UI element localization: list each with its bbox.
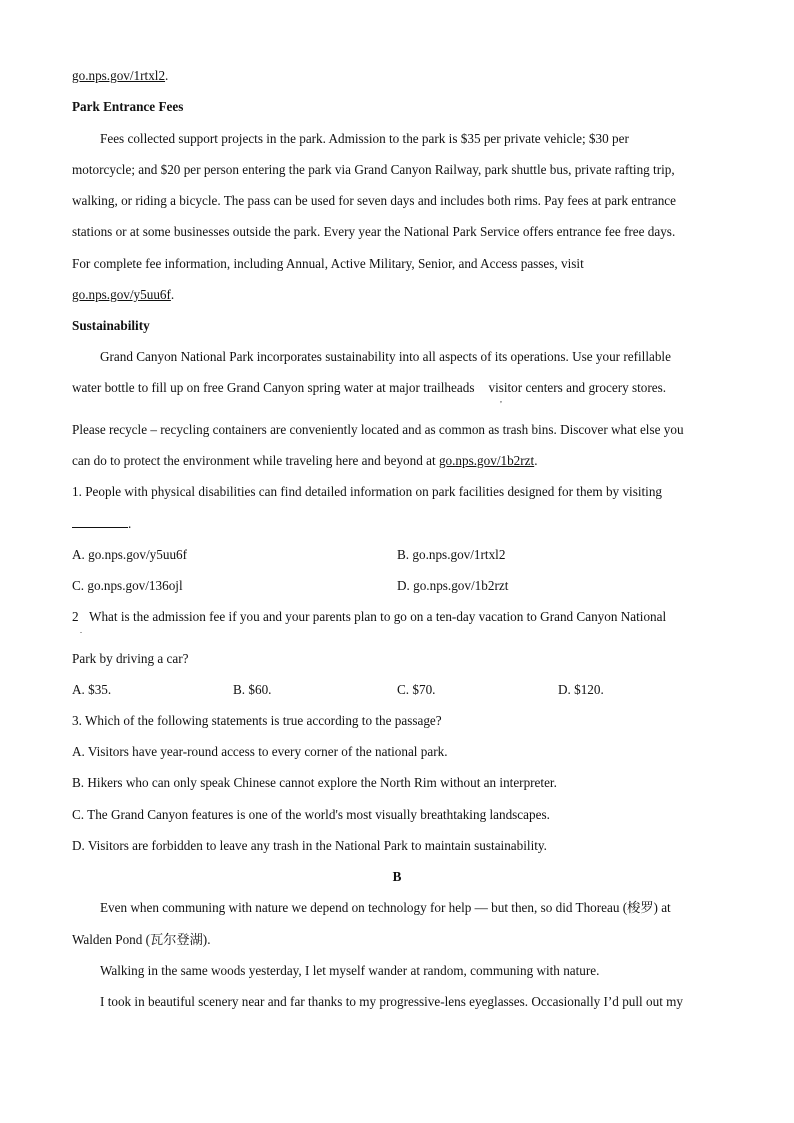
q1-stem: 1. People with physical disabilities can find detailed information on park facilities designed for them by visiting (72, 484, 663, 499)
section-b-p3: I took in beautiful scenery near and far thanks to my progressive-lens eyeglasses. Occasionally I’d pull out my (100, 994, 684, 1009)
sustain-heading: Sustainability (72, 318, 150, 333)
fees-intro-line: go.nps.gov/1rtxl2. (72, 68, 169, 83)
q2-number: 2 (72, 609, 79, 624)
fees-line-4: stations or at some businesses outside the park. Every year the National Park Service offers entrance fee free days. (72, 224, 676, 239)
q2-option-d[interactable]: D. $120. (558, 682, 604, 697)
section-b-p2: Walking in the same woods yesterday, I let myself wander at random, communing with nature. (100, 963, 600, 978)
link-1b2rzt[interactable]: go.nps.gov/1b2rzt (438, 453, 535, 468)
sustain-line-2: water bottle to fill up on free Grand Canyon spring water at major trailheads visitor centers and grocery stores. (72, 380, 667, 395)
q3-option-b[interactable]: B. Hikers who can only speak Chinese cannot explore the North Rim without an interpreter. (72, 775, 557, 790)
q2-option-c[interactable]: C. $70. (397, 682, 436, 697)
sustain-line-4: can do to protect the environment while traveling here and beyond at go.nps.gov/1b2rzt. (72, 453, 538, 468)
q1-option-b[interactable]: B. go.nps.gov/1rtxl2 (397, 547, 506, 562)
q1-option-c[interactable]: C. go.nps.gov/136ojl (72, 578, 183, 593)
q3-option-c[interactable]: C. The Grand Canyon features is one of the world's most visually breathtaking landscapes. (72, 807, 550, 822)
section-b-p1-line-2: Walden Pond (瓦尔登湖). (72, 932, 211, 947)
fees-link-line: go.nps.gov/y5uu6f. (72, 287, 175, 302)
sustain-line-3: Please recycle – recycling containers are conveniently located and as common as trash bins. Discover what else you (72, 422, 684, 437)
q1-option-a[interactable]: A. go.nps.gov/y5uu6f (72, 547, 188, 562)
fees-line-1: Fees collected support projects in the park. Admission to the park is $35 per private vehicle; $30 per (100, 131, 629, 146)
section-b-p1-line-1: Even when communing with nature we depend on technology for help — but then, so did Thoreau (梭罗) at (100, 900, 671, 915)
sustain-line-1: Grand Canyon National Park incorporates sustainability into all aspects of its operations. Use your refillable (100, 349, 671, 364)
fees-line-2: motorcycle; and $20 per person entering the park via Grand Canyon Railway, park shuttle bus, private rafting trip, (72, 162, 675, 177)
q3-option-d[interactable]: D. Visitors are forbidden to leave any trash in the National Park to maintain sustainability. (72, 838, 547, 853)
answer-blank (72, 515, 128, 528)
q2-stem-2: Park by driving a car? (72, 651, 189, 666)
q1-blank-line: . (72, 515, 131, 532)
link-1rtxl2[interactable]: go.nps.gov/1rtxl2 (72, 68, 166, 83)
fees-heading: Park Entrance Fees (72, 99, 184, 114)
q2-option-a[interactable]: A. $35. (72, 682, 112, 697)
q2-option-b[interactable]: B. $60. (233, 682, 272, 697)
q2-stem: What is the admission fee if you and your parents plan to go on a ten-day vacation to Grand Canyon National (89, 609, 667, 624)
section-b-title: B (392, 869, 402, 884)
link-y5uu6f[interactable]: go.nps.gov/y5uu6f (72, 287, 171, 302)
q2-number-dot: . (80, 626, 82, 635)
fees-line-3: walking, or riding a bicycle. The pass can be used for seven days and includes both rims. Pay fees at park entrance (72, 193, 676, 208)
q3-stem: 3. Which of the following statements is true according to the passage? (72, 713, 442, 728)
q3-option-a[interactable]: A. Visitors have year-round access to every corner of the national park. (72, 744, 448, 759)
fees-line-5: For complete fee information, including Annual, Active Military, Senior, and Access passes, visit (72, 256, 584, 271)
q1-option-d[interactable]: D. go.nps.gov/1b2rzt (397, 578, 509, 593)
stray-mark: , (500, 395, 502, 404)
